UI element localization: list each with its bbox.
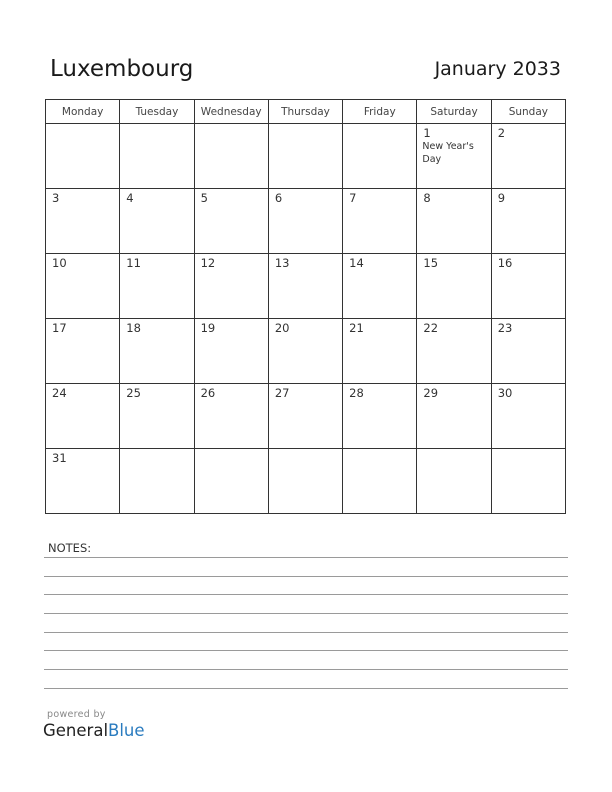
- day-cell: [268, 384, 342, 449]
- day-cell: [46, 124, 120, 189]
- logo-text-blue: Blue: [108, 721, 145, 740]
- weekday-header-row: [46, 100, 566, 124]
- day-cell: [417, 124, 491, 189]
- day-cell: [417, 189, 491, 254]
- day-number: 30: [497, 386, 513, 400]
- notes-line: [44, 632, 568, 633]
- day-number: 27: [274, 386, 290, 400]
- day-cell: [343, 319, 417, 384]
- day-cell: [268, 449, 342, 514]
- day-number: 18: [126, 321, 141, 335]
- notes-line: [44, 613, 568, 614]
- day-number: 13: [274, 256, 290, 270]
- day-cell: [46, 319, 120, 384]
- day-number: 29: [423, 386, 439, 400]
- week-row: [46, 254, 566, 319]
- day-cell: [120, 384, 194, 449]
- notes-line: [44, 669, 568, 670]
- notes-line: [44, 688, 568, 689]
- day-cell: [194, 189, 268, 254]
- day-cell: [491, 254, 565, 319]
- day-cell: [343, 189, 417, 254]
- calendar-month-title: January 2033: [434, 58, 561, 80]
- day-cell: [46, 449, 120, 514]
- weekday-header: Thursday: [268, 100, 342, 124]
- day-number: 23: [497, 321, 513, 335]
- day-number: 8: [423, 191, 431, 205]
- weekday-header: Sunday: [491, 100, 565, 124]
- day-cell: [120, 124, 194, 189]
- day-cell: [46, 189, 120, 254]
- day-cell: [343, 254, 417, 319]
- day-number: 17: [52, 321, 67, 335]
- day-number: 12: [200, 256, 216, 270]
- day-cell: [120, 189, 194, 254]
- day-number: 11: [126, 256, 141, 270]
- day-number: 26: [200, 386, 216, 400]
- day-cell: [491, 319, 565, 384]
- weekday-header: Tuesday: [120, 100, 194, 124]
- day-cell: [343, 124, 417, 189]
- day-cell: [343, 384, 417, 449]
- day-cell: [268, 189, 342, 254]
- week-row: [46, 124, 566, 189]
- day-cell: [194, 319, 268, 384]
- day-number: 9: [497, 191, 506, 205]
- powered-by-label: powered by: [47, 709, 106, 720]
- day-number: 24: [52, 386, 67, 400]
- day-number: 14: [349, 256, 364, 270]
- day-cell: [194, 124, 268, 189]
- week-row: [46, 449, 566, 514]
- notes-line: [44, 576, 568, 577]
- holiday-label: New Year's Day: [422, 141, 474, 165]
- day-cell: [120, 449, 194, 514]
- day-cell: [417, 449, 491, 514]
- day-cell: [417, 384, 491, 449]
- week-row: [46, 384, 566, 449]
- day-number: 19: [200, 321, 216, 335]
- day-cell: [268, 319, 342, 384]
- day-number: 22: [423, 321, 439, 335]
- day-cell: [268, 124, 342, 189]
- calendar-grid: [45, 99, 566, 514]
- day-cell: [343, 449, 417, 514]
- day-cell: [491, 124, 565, 189]
- day-number: 28: [349, 386, 364, 400]
- day-number: 4: [126, 191, 134, 205]
- day-cell: [46, 384, 120, 449]
- day-cell: [120, 254, 194, 319]
- day-cell: [194, 449, 268, 514]
- day-number: 15: [423, 256, 439, 270]
- notes-label: NOTES:: [48, 541, 92, 555]
- weekday-header: Wednesday: [194, 100, 268, 124]
- day-number: 10: [52, 256, 67, 270]
- weekday-header: Saturday: [417, 100, 491, 124]
- day-number: 5: [200, 191, 208, 205]
- week-row: [46, 319, 566, 384]
- day-number: 2: [497, 126, 506, 140]
- logo-text-general: General: [43, 721, 109, 740]
- day-number: 25: [126, 386, 141, 400]
- weekday-header: Friday: [343, 100, 417, 124]
- day-cell: [268, 254, 342, 319]
- day-cell: [491, 384, 565, 449]
- day-cell: [194, 254, 268, 319]
- generalblue-logo: [43, 721, 145, 740]
- calendar-country-title: Luxembourg: [50, 56, 194, 82]
- day-cell: [46, 254, 120, 319]
- notes-line: [44, 650, 568, 651]
- day-number: 6: [274, 191, 283, 205]
- day-number: 31: [52, 451, 67, 465]
- day-cell: [491, 449, 565, 514]
- day-number: 16: [497, 256, 513, 270]
- day-cell: [417, 319, 491, 384]
- notes-line: [44, 594, 568, 595]
- day-number: 1: [423, 126, 431, 140]
- day-cell: [194, 384, 268, 449]
- day-number: 21: [349, 321, 364, 335]
- day-cell: [120, 319, 194, 384]
- week-row: [46, 189, 566, 254]
- day-cell: [491, 189, 565, 254]
- day-number: 20: [274, 321, 290, 335]
- notes-line: [44, 557, 568, 558]
- weekday-header: Monday: [46, 100, 120, 124]
- day-number: 7: [349, 191, 357, 205]
- day-cell: [417, 254, 491, 319]
- day-number: 3: [52, 191, 60, 205]
